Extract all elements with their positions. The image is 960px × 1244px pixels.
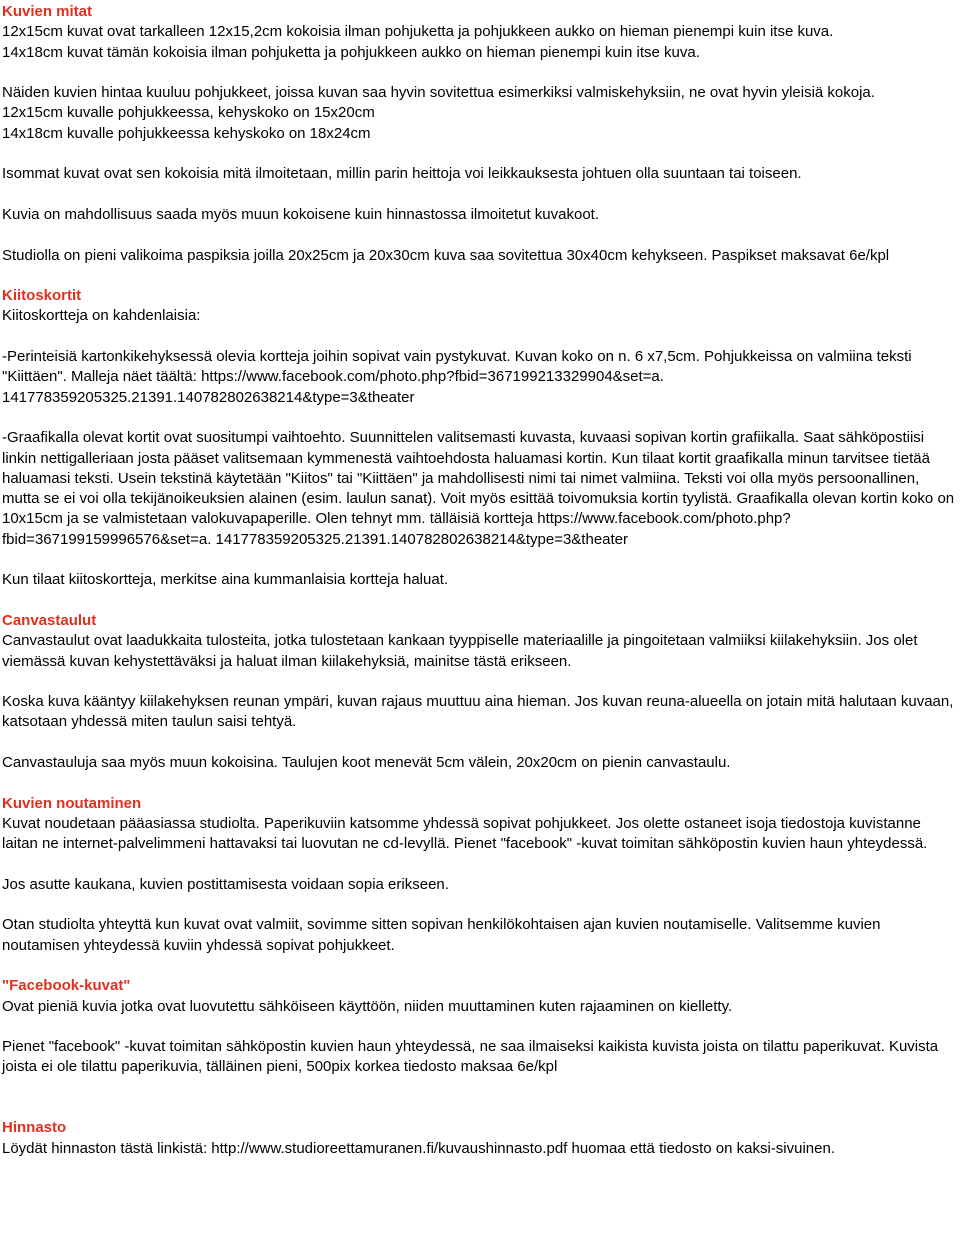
paragraph: Näiden kuvien hintaa kuuluu pohjukkeet, joissa kuvan saa hyvin sovitettua esimerkiksi valmiskehyksiin, ne ovat hyvin yleisiä kokoja. <box>2 84 875 102</box>
paragraph: Ovat pieniä kuvia jotka ovat luovutettu sähköiseen käyttöön, niiden muuttaminen kuten rajaaminen on kielletty. <box>2 997 733 1015</box>
heading-kiitoskortit: Kiitoskortit <box>2 287 82 305</box>
paragraph: Löydät hinnaston tästä linkistä: http://www.studioreettamuranen.fi/kuvaushinnasto.pdf huomaa että tiedosto on kaksi-sivuinen. <box>2 1139 835 1157</box>
paragraph: Kun tilaat kiitoskortteja, merkitse aina kummanlaisia kortteja haluat. <box>2 571 449 589</box>
heading-kuvien-mitat: Kuvien mitat <box>2 3 93 20</box>
paragraph: 14x18cm kuvalle pohjukkeessa kehyskoko on 18x24cm <box>2 124 371 142</box>
heading-hinnasto: Hinnasto <box>2 1119 67 1137</box>
paragraph: Kuvia on mahdollisuus saada myös muun kokoisene kuin hinnastossa ilmoitetut kuvakoot. <box>2 205 599 223</box>
paragraph: Pienet "facebook" -kuvat toimitan sähköpostin kuvien haun yhteydessä, ne saa ilmaiseksi kaikista kuvista joista on tilattu paperikuvat. Kuvista joista ei ole tilattu paperikuvia, tälläinen pieni, 500pix korkea tiedosto maksaa 6e/kpl <box>2 1038 939 1076</box>
document <box>2 2 958 1159</box>
paragraph: -Graafikalla olevat kortit ovat suositumpi vaihtoehto. Suunnittelen valitsemasti kuvasta, kuvaasi sopivan kortin grafiikalla. Saat sähköpostiisi linkin nettigalleriaan josta pääset valitsemaan kymmenestä vaihtoehdosta haluamasi kortin. Kun tilaat kortit graafikalla minun tarvitsee tietää haluamasi teksti. Usein tekstinä käytetään "Kiitos" tai "Kiittäen" ja mahdollisesti nimi tai nimet valmiina. Teksti voi olla myös persoonallinen, mutta se ei voi olla tekijänoikeuksien alainen (esim. laulun sanat). Voit myös esittää toivomuksia kortin tyylistä. Graafikalla olevan kortin koko on 10x15cm ja se valmistetaan valokuvapaperille. Olen tehnyt mm. tälläisiä kortteja https://www.facebook.com/photo.php?fbid=367199159996576&set=a. 141778359205325.21391.140782802638214&type=3&theater <box>2 429 955 548</box>
paragraph: Canvastaulut ovat laadukkaita tulosteita, jotka tulostetaan kankaan tyyppiselle materiaalille ja pingoitetaan valmiiksi kiilakehyksiin. Jos olet viemässä kuvan kehystettäväksi ja haluat ilman kiilakehyksiä, mainitse tästä erikseen. <box>2 632 918 670</box>
paragraph: Canvastauluja saa myös muun kokoisina. Taulujen koot menevät 5cm välein, 20x20cm on pienin canvastaulu. <box>2 753 731 771</box>
heading-kuvien-noutaminen: Kuvien noutaminen <box>2 794 142 812</box>
paragraph: Otan studiolta yhteyttä kun kuvat ovat valmiit, sovimme sitten sopivan henkilökohtaisen ajan kuvien noutamiselle. Valitsemme kuvien noutamisen yhteydessä kuviin yhdessä sopivat pohjukkeet. <box>2 916 881 954</box>
heading-canvastaulut: Canvastaulut <box>2 611 97 629</box>
heading-facebook-kuvat: "Facebook-kuvat" <box>2 977 131 995</box>
paragraph: Studiolla on pieni valikoima paspiksia joilla 20x25cm ja 20x30cm kuva saa sovitettua 30x40cm kehykseen. Paspikset maksavat 6e/kpl <box>2 246 890 264</box>
paragraph: Isommat kuvat ovat sen kokoisia mitä ilmoitetaan, millin parin heittoja voi leikkauksesta johtuen olla suuntaan tai toiseen. <box>2 165 802 183</box>
paragraph: 12x15cm kuvalle pohjukkeessa, kehyskoko on 15x20cm <box>2 104 375 122</box>
paragraph: Jos asutte kaukana, kuvien postittamisesta voidaan sopia erikseen. <box>2 875 449 893</box>
paragraph: 12x15cm kuvat ovat tarkalleen 12x15,2cm kokoisia ilman pohjuketta ja pohjukkeen aukko on hieman pienempi kuin itse kuva. <box>2 23 834 41</box>
paragraph: Koska kuva kääntyy kiilakehyksen reunan ympäri, kuvan rajaus muuttuu aina hieman. Jos kuvan reuna-alueella on jotain mitä halutaan kuvaan, katsotaan yhdessä miten taulun saisi tehtyä. <box>2 693 954 731</box>
paragraph: -Perinteisiä kartonkikehyksessä olevia kortteja joihin sopivat vain pystykuvat. Kuvan koko on n. 6 x7,5cm. Pohjukkeissa on valmiina teksti "Kiittäen". Malleja näet täältä: https://www.facebook.com/photo.php?fbid=367199213329904&set=a. 141778359205325.21391.140782802638214&type=3&theater <box>2 348 912 406</box>
paragraph: Kiitoskortteja on kahdenlaisia: <box>2 307 201 325</box>
paragraph: 14x18cm kuvat tämän kokoisia ilman pohjuketta ja pohjukkeen aukko on hieman pienempi kuin itse kuva. <box>2 43 700 61</box>
paragraph: Kuvat noudetaan pääasiassa studiolta. Paperikuviin katsomme yhdessä sopivat pohjukkeet. Jos olette ostaneet isoja tiedostoja kuvistanne laitan ne internet-palvelimmeni hattavaksi tai luovutan ne cd-levyllä. Pienet "facebook" -kuvat toimitan sähköpostin kuvien haun yhteydessä. <box>2 814 928 853</box>
